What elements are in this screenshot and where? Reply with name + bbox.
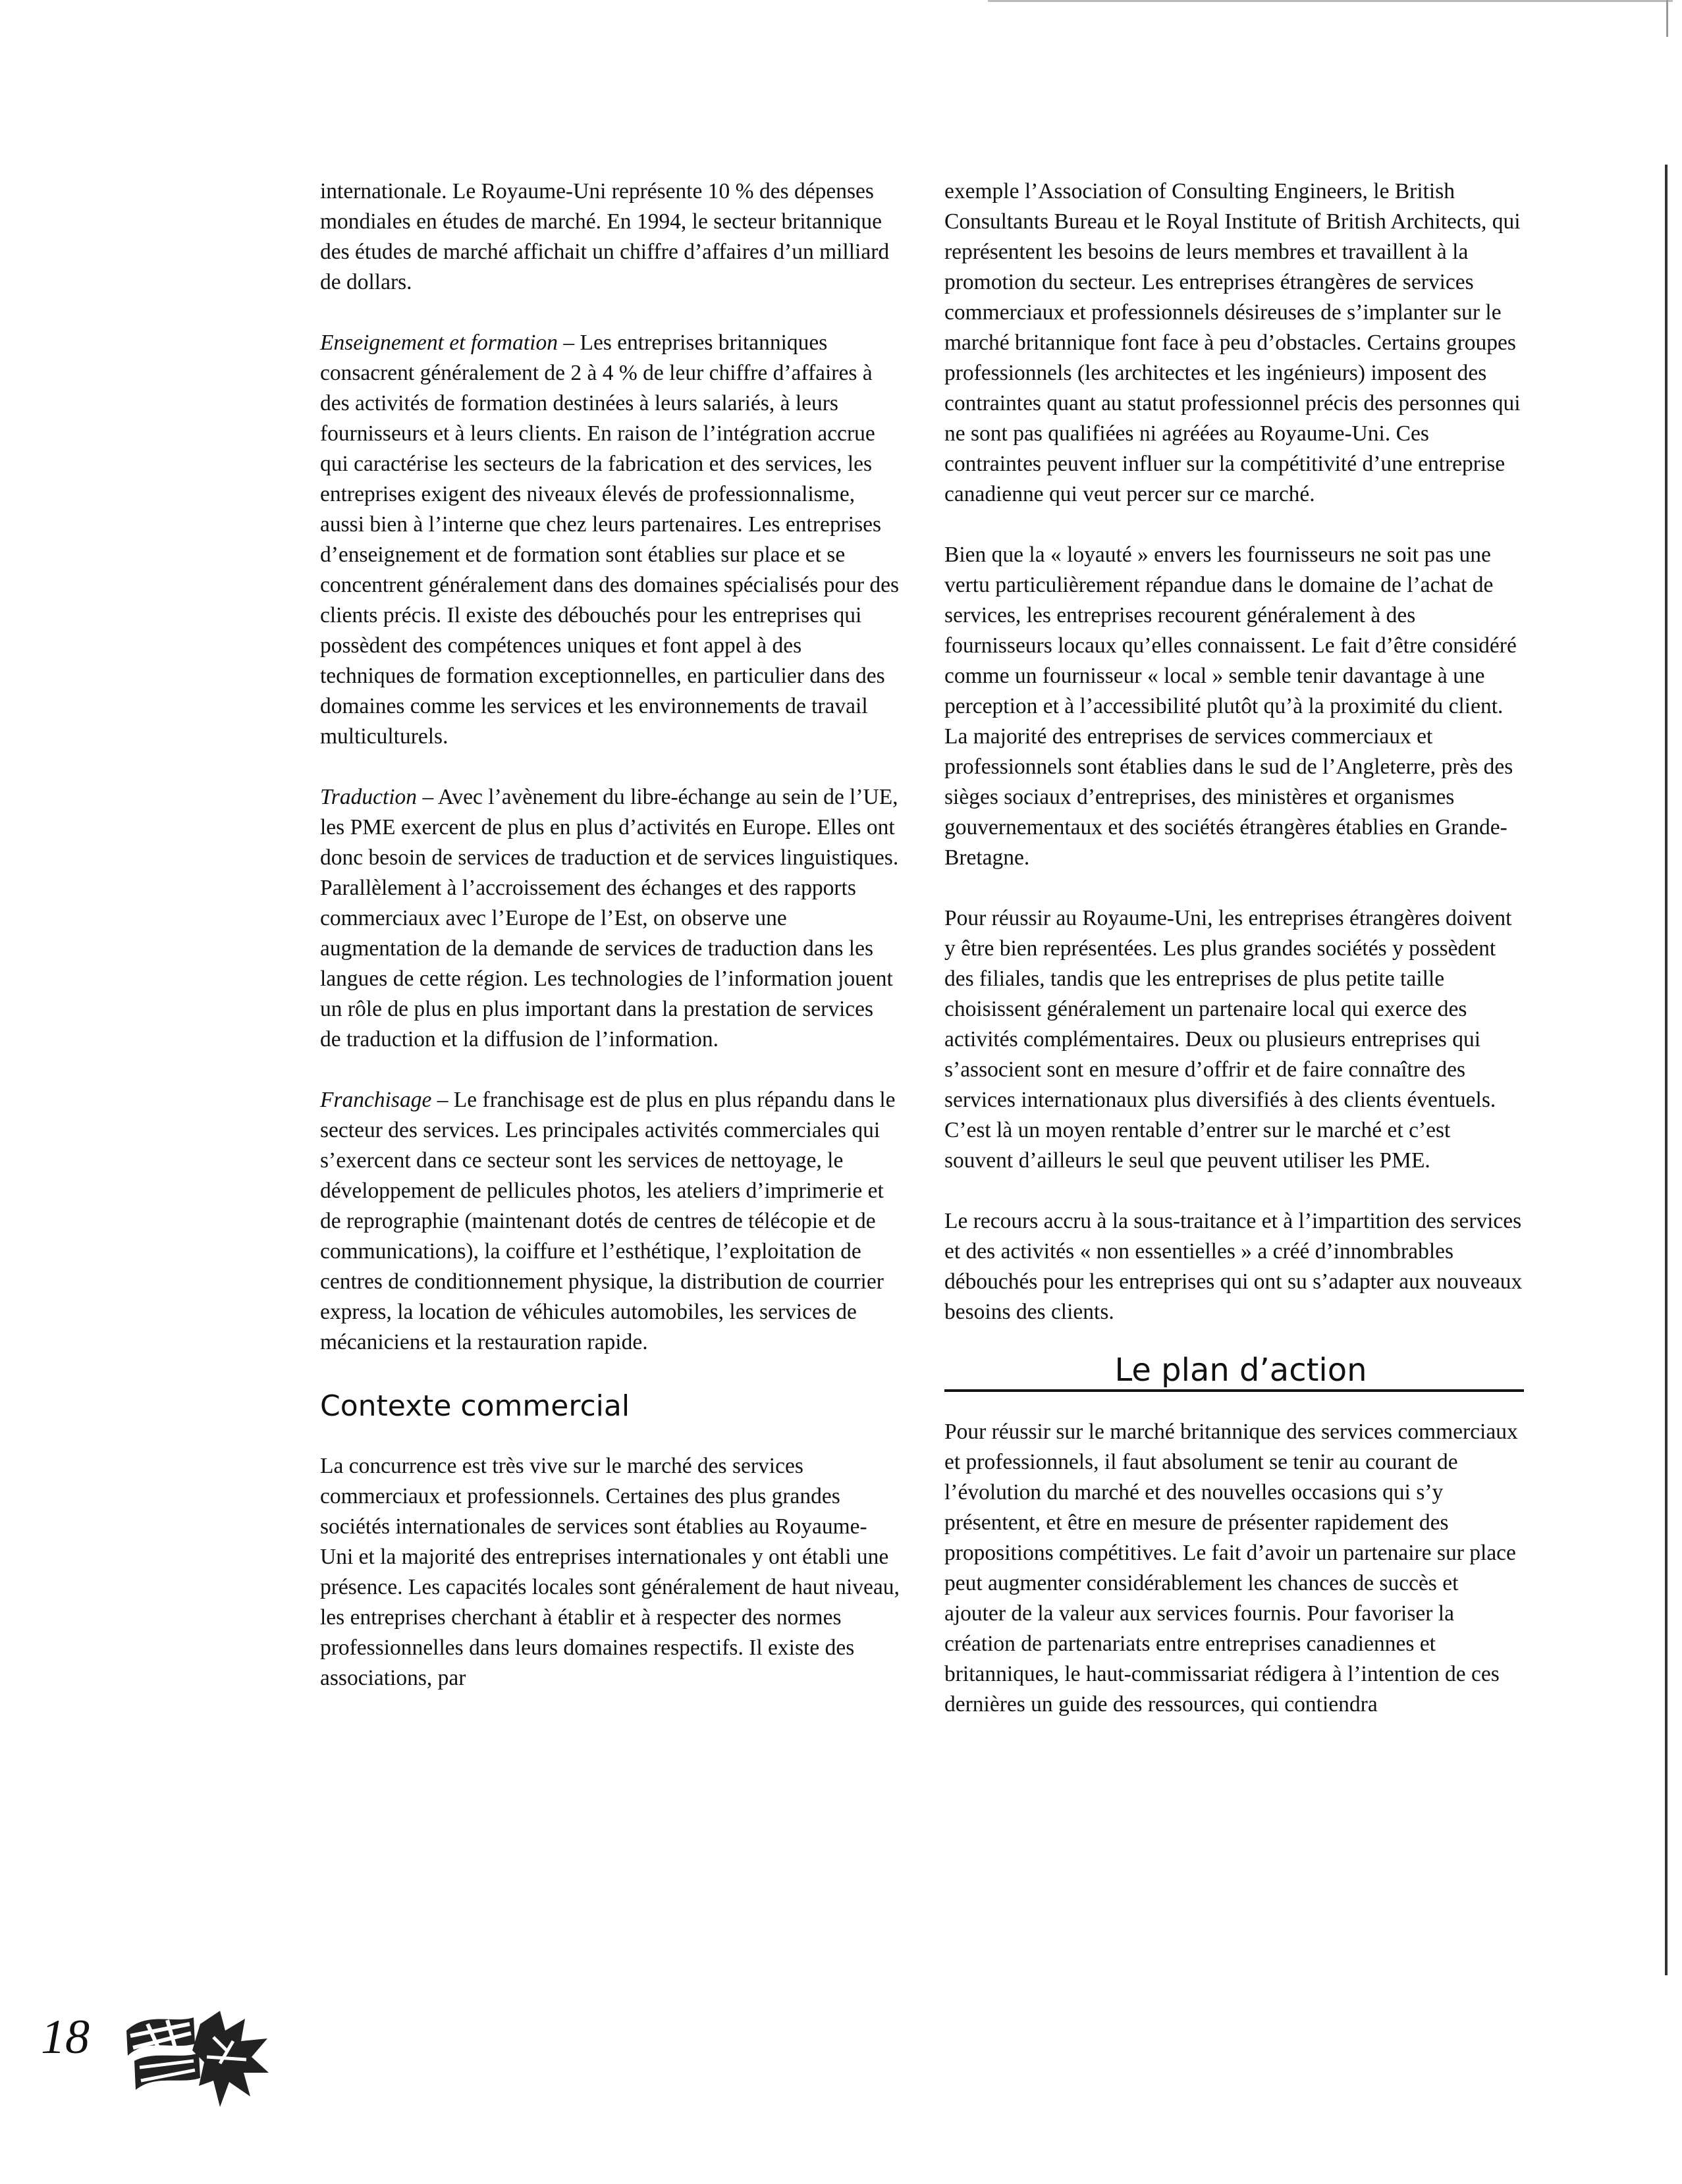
paragraph-associations: exemple l’Association of Consulting Engineers, le British Consultants Bureau et le Royal Institute of British Architects, qui représentent les besoins de leurs membres et travaillent à la promotion du secteur. Les entreprises étrangères de services commerciaux et professionnels désireuses de s’implanter sur le marché britannique font face à peu d’obstacles. Certains groupes professionnels (les architectes et les ingénieurs) imposent des contraintes quant au statut professionnel précis des personnes qui ne sont pas qualifiées ni agréées au Royaume-Uni. Ces contraintes peuvent influer sur la compétitivité d’une entreprise canadienne qui veut percer sur ce marché. [944, 179, 1521, 506]
term-translation: Traduction [320, 785, 418, 809]
paragraph-loyalty: Bien que la « loyauté » envers les fournisseurs ne soit pas une vertu particulièrement répandue dans le domaine de l’achat de services, les entreprises recourent généralement à des fournisseurs locaux qu’elles connaissent. Le fait d’être considéré comme un fournisseur « local » semble tenir davantage à une perception et à l’accessibilité plutôt qu’à la proximité du client. La majorité des entreprises de services commerciaux et professionnels sont établies dans le sud de l’Angleterre, près des sièges sociaux d’entreprises, des ministères et organismes gouvernementaux et des sociétés étrangères établies en Grande-Bretagne. [944, 543, 1517, 870]
paragraph-education-training [320, 328, 900, 752]
term-franchising: Franchisage [320, 1088, 432, 1112]
paragraph-action-plan: Pour réussir sur le marché britannique des services commerciaux et professionnels, il faut absolument se tenir au courant de l’évolution du marché et des nouvelles occasions qui s’y présentent, et être en mesure de présenter rapidement des propositions compétitives. Le fait d’avoir un partenaire sur place peut augmenter considérablement les chances de succès et ajouter de la valeur aux services fournis. Pour favoriser la création de partenariats entre entreprises canadiennes et britanniques, le haut-commissariat rédigera à l’intention de ces dernières un guide des ressources, qui contiendra [944, 1420, 1518, 1717]
left-column [320, 176, 900, 1724]
heading-action-plan: Le plan d’action [944, 1351, 1524, 1392]
text-franchising: – Le franchisage est de plus en plus répandu dans le secteur des services. Les principales activités commerciales qui s’exercent dans ce secteur sont les services de nettoyage, le développement de pellicules photos, les ateliers d’imprimerie et de reprographie (maintenant dotés de centres de télécopie et de communications), la coiffure et l’esthétique, l’exploitation de centres de conditionnement physique, la distribution de courrier express, la location de véhicules automobiles, les services de mécaniciens et la restauration rapide. [320, 1088, 896, 1354]
flag-logo-icon [121, 2004, 273, 2110]
paragraph-representation: Pour réussir au Royaume-Uni, les entreprises étrangères doivent y être bien représentées. Les plus grandes sociétés y possèdent des filiales, tandis que les entreprises de plus petite taille choisissent généralement un partenaire local qui exerce des activités complémentaires. Deux ou plusieurs entreprises qui s’associent sont en mesure d’offrir et de faire connaître des services internationaux plus diversifiés à des clients éventuels. C’est là un moyen rentable d’entrer sur le marché et c’est souvent d’ailleurs le seul que peuvent utiliser les PME. [944, 906, 1512, 1173]
paragraph-translation [320, 782, 900, 1055]
paragraph-outsourcing: Le recours accru à la sous-traitance et à l’impartition des services et des activités « non essentielles » a créé d’innombrables débouchés pour les entreprises qui ont su s’adapter aux nouveaux besoins des clients. [944, 1209, 1523, 1324]
text-education-training: – Les entreprises britanniques consacrent généralement de 2 à 4 % de leur chiffre d’affaires à des activités de formation destinées à leurs salariés, à leurs fournisseurs et à leurs clients. En raison de l’intégration accrue qui caractérise les secteurs de la fabrication et des services, les entreprises exigent des niveaux élevés de professionnalisme, aussi bien à l’interne que chez leurs partenaires. Les entreprises d’enseignement et de formation sont établies sur place et se concentrent généralement dans des domaines spécialisés pour des clients précis. Il existe des débouchés pour les entreprises qui possèdent des compétences uniques et font appel à des techniques de formation exceptionnelles, en particulier dans des domaines comme les services et les environnements de travail multiculturels. [320, 331, 900, 749]
top-scan-edge [988, 0, 1673, 2]
text-translation: – Avec l’avènement du libre-échange au sein de l’UE, les PME exercent de plus en plus d’activités en Europe. Elles ont donc besoin de services de traduction et de services linguistiques. Parallèlement à l’accroissement des échanges et des rapports commerciaux avec l’Europe de l’Est, on observe une augmentation de la demande de services de traduction dans les langues de cette région. Les technologies de l’information jouent un rôle de plus en plus important dans la prestation de services de traduction et la diffusion de l’information. [320, 785, 899, 1052]
paragraph-market-studies: internationale. Le Royaume-Uni représente 10 % des dépenses mondiales en études de marché. En 1994, le secteur britannique des études de marché affichait un chiffre d’affaires d’un milliard de dollars. [320, 179, 890, 294]
corner-scan-mark [1666, 0, 1668, 37]
term-education-training: Enseignement et formation [320, 331, 558, 355]
right-column [944, 176, 1524, 1750]
right-scan-edge [1665, 165, 1668, 1975]
heading-commercial-context: Contexte commercial [320, 1389, 630, 1423]
page-number: 18 [41, 2010, 90, 2064]
paragraph-franchising [320, 1085, 900, 1358]
paragraph-competition: La concurrence est très vive sur le marché des services commerciaux et professionnels. Certaines des plus grandes sociétés internationales de services sont établies au Royaume-Uni et la majorité des entreprises internationales y ont établi une présence. Les capacités locales sont généralement de haut niveau, les entreprises cherchant à établir et à respecter des normes professionnelles dans leurs domaines respectifs. Il existe des associations, par [320, 1454, 900, 1690]
